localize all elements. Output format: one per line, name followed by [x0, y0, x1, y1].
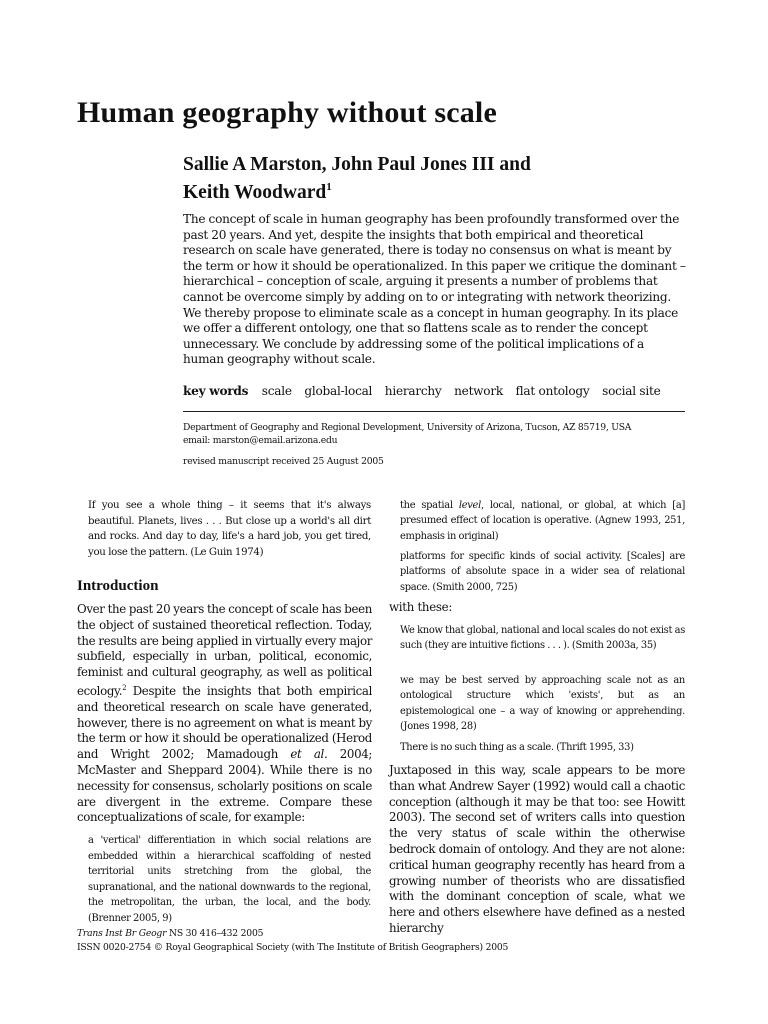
keyword: social site: [602, 384, 661, 398]
keyword: flat ontology: [515, 384, 590, 398]
introduction-paragraph: [77, 602, 372, 826]
footnote-marker: 2: [122, 683, 127, 692]
keywords-row: [183, 383, 686, 399]
block-quote-smith-2003: We know that global, national and local scales do not exist as such (they are intuitive fictions . . . ). (Smith 2003a, 35): [400, 625, 685, 652]
abstract: The concept of scale in human geography has been profoundly transformed over the past 20 years. And yet, despite the insights that both empirical and theoretical research on scale have generated, there is today no consensus on what is meant by the term or how it should be operationalized. In this paper we critique the dominant – hierarchical – conception of scale, arguing it presents a number of problems that cannot be overcome simply by adding on to or integrating with network theorizing. We thereby propose to eliminate scale as a concept in human geography. In its place we offer a different ontology, one that so flattens scale as to render the concept unnecessary. We conclude by addressing some of the political implications of a human geography without scale.: [183, 212, 686, 367]
authors-line-2: Keith Woodward: [183, 182, 327, 203]
keyword: hierarchy: [384, 384, 442, 398]
author-list: [183, 153, 683, 204]
block-quote-agnew: [400, 498, 685, 544]
keyword: scale: [261, 384, 292, 398]
author-email: email: marston@email.arizona.edu: [183, 435, 338, 446]
block-quote-smith-2000: platforms for specific kinds of social activity. [Scales] are platforms of absolute space in a wider sea of relational space. (Smith 2000, 725): [400, 551, 685, 593]
affiliation-block: [183, 421, 693, 447]
block-quote-jones: we may be best served by approaching scale not as an ontological structure which 'exists', but as an epistemological one – a way of knowing or apprehending. (Jones 1998, 28): [400, 675, 685, 732]
header-divider: [183, 411, 685, 412]
issn-copyright: ISSN 0020-2754 © Royal Geographical Society (with The Institute of British Geographers) 2005: [77, 942, 509, 953]
author-footnote-marker: 1: [326, 181, 332, 193]
journal-citation: [77, 927, 677, 941]
section-heading-introduction: Introduction: [77, 578, 159, 594]
authors-line-1: Sallie A Marston, John Paul Jones III and: [183, 154, 531, 175]
journal-name: Trans Inst Br Geogr: [77, 928, 167, 939]
italic-level: level: [458, 500, 481, 511]
keyword: network: [454, 384, 503, 398]
quote-text: the spatial: [400, 500, 459, 511]
paragraph-text: Despite the insights that both empirical and theoretical research on scale have generated, however, there is no agreement on what is meant by the term or how it should be operationalized (Herod and Wright 2002; Mamadough: [77, 683, 372, 762]
epigraph: If you see a whole thing – it seems that it's always beautiful. Planets, lives . . . But close up a world's all dirt and rocks. And day to day, life's a hard job, you get tired, you lose the pattern. (Le Guin 1974): [88, 500, 371, 559]
et-al-italic: et al.: [290, 747, 328, 762]
transition-text: with these:: [389, 600, 452, 614]
keyword: global-local: [304, 384, 373, 398]
block-quote-thrift: There is no such thing as a scale. (Thrift 1995, 33): [400, 742, 634, 753]
revision-date: revised manuscript received 25 August 2005: [183, 456, 384, 467]
affiliation: Department of Geography and Regional Development, University of Arizona, Tucson, AZ 85719, USA: [183, 422, 632, 433]
body-paragraph-right: Juxtaposed in this way, scale appears to be more than what Andrew Sayer (1992) would call a chaotic conception (although it may be that too: see Howitt 2003). The second set of writers calls into question the very status of scale within the otherwise bedrock domain of ontology. And they are not alone: critical human geography recently has heard from a growing number of theorists who are dissatisfied with the dominant conception of scale, what we here and others elsewhere have defined as a nested hierarchy: [389, 763, 685, 935]
article-title: Human geography without scale: [77, 96, 497, 129]
quote-text: , local, national, or global, at which [a] presumed effect of location is operative. (Agnew 1993, 251, emphasis in original): [400, 500, 685, 542]
paragraph-text: Over the past 20 years the concept of scale has been the object of sustained theoretical reflection. Today, the results are being applied in virtually every major subfield, especially in urban, political, economic, feminist and cultural geography, as well as political ecology.: [77, 602, 372, 698]
block-quote-brenner: a 'vertical' differentiation in which social relations are embedded within a hierarchical scaffolding of nested territorial units stretching from the global, the supranational, and the national downwards to the regional, the metropolitan, the urban, the local, and the body. (Brenner 2005, 9): [88, 835, 371, 924]
volume-pages: NS 30 416–432 2005: [166, 928, 264, 939]
keywords-label: key words: [183, 384, 249, 398]
paragraph-text: 2004; McMaster and Sheppard 2004). While there is no necessity for consensus, scholarly positions on scale are divergent in the extreme. Compare these conceptualizations of scale, for example:: [77, 747, 372, 825]
page-footer: [77, 927, 677, 955]
